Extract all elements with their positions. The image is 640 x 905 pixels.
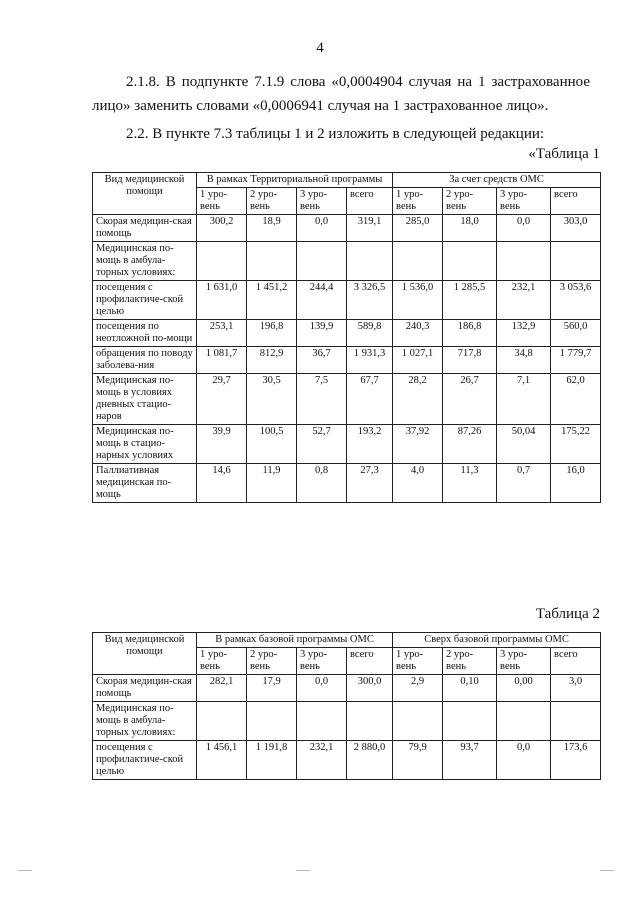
value-cell: 1 081,7 <box>197 347 247 374</box>
value-cell: 253,1 <box>197 320 247 347</box>
table-row <box>93 215 601 242</box>
value-cell: 173,6 <box>551 741 601 780</box>
subheader-cell: 1 уро-вень <box>393 648 443 675</box>
subheader-cell: 1 уро-вень <box>197 648 247 675</box>
value-cell: 4,0 <box>393 464 443 503</box>
value-cell: 3 053,6 <box>551 281 601 320</box>
value-cell: 812,9 <box>247 347 297 374</box>
value-cell <box>247 242 297 281</box>
subheader-cell: 2 уро-вень <box>443 648 497 675</box>
table-row <box>93 281 601 320</box>
table2-caption: Таблица 2 <box>535 606 600 622</box>
value-cell: 14,6 <box>197 464 247 503</box>
subheader-cell: 3 уро-вень <box>497 648 551 675</box>
value-cell <box>497 242 551 281</box>
value-cell: 300,0 <box>347 675 393 702</box>
value-cell: 1 631,0 <box>197 281 247 320</box>
value-cell: 28,2 <box>393 374 443 425</box>
value-cell: 11,9 <box>247 464 297 503</box>
table-body <box>93 675 601 780</box>
paragraph-2-2: 2.2. В пункте 7.3 таблицы 1 и 2 изложить в следующей редакции: <box>126 126 545 142</box>
value-cell: 232,1 <box>497 281 551 320</box>
table-row <box>93 425 601 464</box>
value-cell: 232,1 <box>297 741 347 780</box>
value-cell <box>347 702 393 741</box>
paragraph-line-2: лицо» заменить словами «0,0006941 случая на 1 застрахованное лицо». <box>92 98 549 114</box>
subheader-cell: 2 уро-вень <box>443 188 497 215</box>
value-cell: 0,7 <box>497 464 551 503</box>
value-cell: 1 027,1 <box>393 347 443 374</box>
value-cell: 2 880,0 <box>347 741 393 780</box>
value-cell: 37,92 <box>393 425 443 464</box>
value-cell: 3 326,5 <box>347 281 393 320</box>
table-body <box>93 215 601 503</box>
value-cell: 282,1 <box>197 675 247 702</box>
value-cell <box>247 702 297 741</box>
value-cell <box>297 702 347 741</box>
table-row <box>93 374 601 425</box>
value-cell: 100,5 <box>247 425 297 464</box>
value-cell: 79,9 <box>393 741 443 780</box>
row-label: Медицинская по-мощь в амбула-торных условиях: <box>93 702 197 741</box>
value-cell: 285,0 <box>393 215 443 242</box>
subheader-cell: всего <box>347 648 393 675</box>
table-row <box>93 675 601 702</box>
row-label: Скорая медицин-ская помощь <box>93 215 197 242</box>
table-header-row <box>93 173 601 188</box>
value-cell: 62,0 <box>551 374 601 425</box>
row-label: обращения по поводу заболева-ния <box>93 347 197 374</box>
value-cell: 93,7 <box>443 741 497 780</box>
value-cell: 0,10 <box>443 675 497 702</box>
group-header-1: В рамках Территориальной программы <box>197 173 393 188</box>
value-cell: 27,3 <box>347 464 393 503</box>
value-cell: 17,9 <box>247 675 297 702</box>
value-cell: 3,0 <box>551 675 601 702</box>
value-cell: 18,0 <box>443 215 497 242</box>
group-header-2: За счет средств ОМС <box>393 173 601 188</box>
value-cell: 0,0 <box>497 215 551 242</box>
value-cell: 30,5 <box>247 374 297 425</box>
subheader-cell: 3 уро-вень <box>497 188 551 215</box>
value-cell <box>393 702 443 741</box>
paragraph-2-1-8 <box>92 70 590 118</box>
value-cell: 319,1 <box>347 215 393 242</box>
value-cell <box>393 242 443 281</box>
table-1 <box>92 172 601 503</box>
subheader-cell: 1 уро-вень <box>393 188 443 215</box>
value-cell: 1 779,7 <box>551 347 601 374</box>
value-cell: 34,8 <box>497 347 551 374</box>
value-cell: 0,8 <box>297 464 347 503</box>
page-number: 4 <box>316 40 324 56</box>
subheader-cell: 2 уро-вень <box>247 648 297 675</box>
value-cell: 2,9 <box>393 675 443 702</box>
table-row <box>93 741 601 780</box>
value-cell: 303,0 <box>551 215 601 242</box>
value-cell: 1 931,3 <box>347 347 393 374</box>
value-cell <box>197 242 247 281</box>
value-cell: 18,9 <box>247 215 297 242</box>
value-cell: 7,1 <box>497 374 551 425</box>
value-cell: 1 536,0 <box>393 281 443 320</box>
subheader-cell: 2 уро-вень <box>247 188 297 215</box>
value-cell: 7,5 <box>297 374 347 425</box>
row-label: Скорая медицин-ская помощь <box>93 675 197 702</box>
value-cell: 132,9 <box>497 320 551 347</box>
subheader-cell: всего <box>551 648 601 675</box>
value-cell: 300,2 <box>197 215 247 242</box>
row-label: Медицинская по-мощь в амбула-торных условиях: <box>93 242 197 281</box>
subheader-cell: 3 уро-вень <box>297 648 347 675</box>
row-label: Медицинская по-мощь в условиях дневных стацио-наров <box>93 374 197 425</box>
table1-caption: «Таблица 1 <box>528 146 600 162</box>
value-cell: 1 451,2 <box>247 281 297 320</box>
value-cell: 0,0 <box>297 675 347 702</box>
value-cell: 16,0 <box>551 464 601 503</box>
group-header-2: Сверх базовой программы ОМС <box>393 633 601 648</box>
value-cell: 560,0 <box>551 320 601 347</box>
col-header-kind: Вид медицинской помощи <box>93 173 197 215</box>
subheader-cell: всего <box>551 188 601 215</box>
table-header-row <box>93 633 601 648</box>
subheader-cell: всего <box>347 188 393 215</box>
value-cell: 52,7 <box>297 425 347 464</box>
value-cell <box>551 702 601 741</box>
row-label: посещения с профилактиче-ской целью <box>93 281 197 320</box>
value-cell: 67,7 <box>347 374 393 425</box>
value-cell <box>443 702 497 741</box>
value-cell: 11,3 <box>443 464 497 503</box>
value-cell: 39,9 <box>197 425 247 464</box>
row-label: посещения с профилактиче-ской целью <box>93 741 197 780</box>
scan-edge-marks <box>0 866 640 876</box>
value-cell: 0,0 <box>497 741 551 780</box>
value-cell <box>197 702 247 741</box>
value-cell <box>297 242 347 281</box>
value-cell: 139,9 <box>297 320 347 347</box>
group-header-1: В рамках базовой программы ОМС <box>197 633 393 648</box>
value-cell: 186,8 <box>443 320 497 347</box>
value-cell: 0,0 <box>297 215 347 242</box>
row-label: посещения по неотложной по-мощи <box>93 320 197 347</box>
table-2 <box>92 632 601 780</box>
paragraph-line-1: 2.1.8. В подпункте 7.1.9 слова «0,0004904 случая на 1 застрахованное <box>126 74 590 90</box>
value-cell: 36,7 <box>297 347 347 374</box>
value-cell: 717,8 <box>443 347 497 374</box>
value-cell: 589,8 <box>347 320 393 347</box>
row-label: Паллиативная медицинская по-мощь <box>93 464 197 503</box>
table-row <box>93 464 601 503</box>
value-cell <box>497 702 551 741</box>
table-row <box>93 320 601 347</box>
table-row <box>93 242 601 281</box>
value-cell: 240,3 <box>393 320 443 347</box>
subheader-cell: 1 уро-вень <box>197 188 247 215</box>
scan-mark <box>600 870 614 871</box>
row-label: Медицинская по-мощь в стацио-нарных условиях <box>93 425 197 464</box>
value-cell <box>551 242 601 281</box>
table-row <box>93 702 601 741</box>
value-cell <box>443 242 497 281</box>
value-cell: 1 285,5 <box>443 281 497 320</box>
value-cell: 1 191,8 <box>247 741 297 780</box>
value-cell <box>347 242 393 281</box>
value-cell: 175,22 <box>551 425 601 464</box>
scan-mark <box>296 870 310 871</box>
value-cell: 26,7 <box>443 374 497 425</box>
value-cell: 196,8 <box>247 320 297 347</box>
subheader-cell: 3 уро-вень <box>297 188 347 215</box>
value-cell: 87,26 <box>443 425 497 464</box>
scan-mark <box>18 870 32 871</box>
value-cell: 0,00 <box>497 675 551 702</box>
value-cell: 1 456,1 <box>197 741 247 780</box>
table-row <box>93 347 601 374</box>
value-cell: 244,4 <box>297 281 347 320</box>
col-header-kind: Вид медицинской помощи <box>93 633 197 675</box>
value-cell: 29,7 <box>197 374 247 425</box>
value-cell: 193,2 <box>347 425 393 464</box>
value-cell: 50,04 <box>497 425 551 464</box>
